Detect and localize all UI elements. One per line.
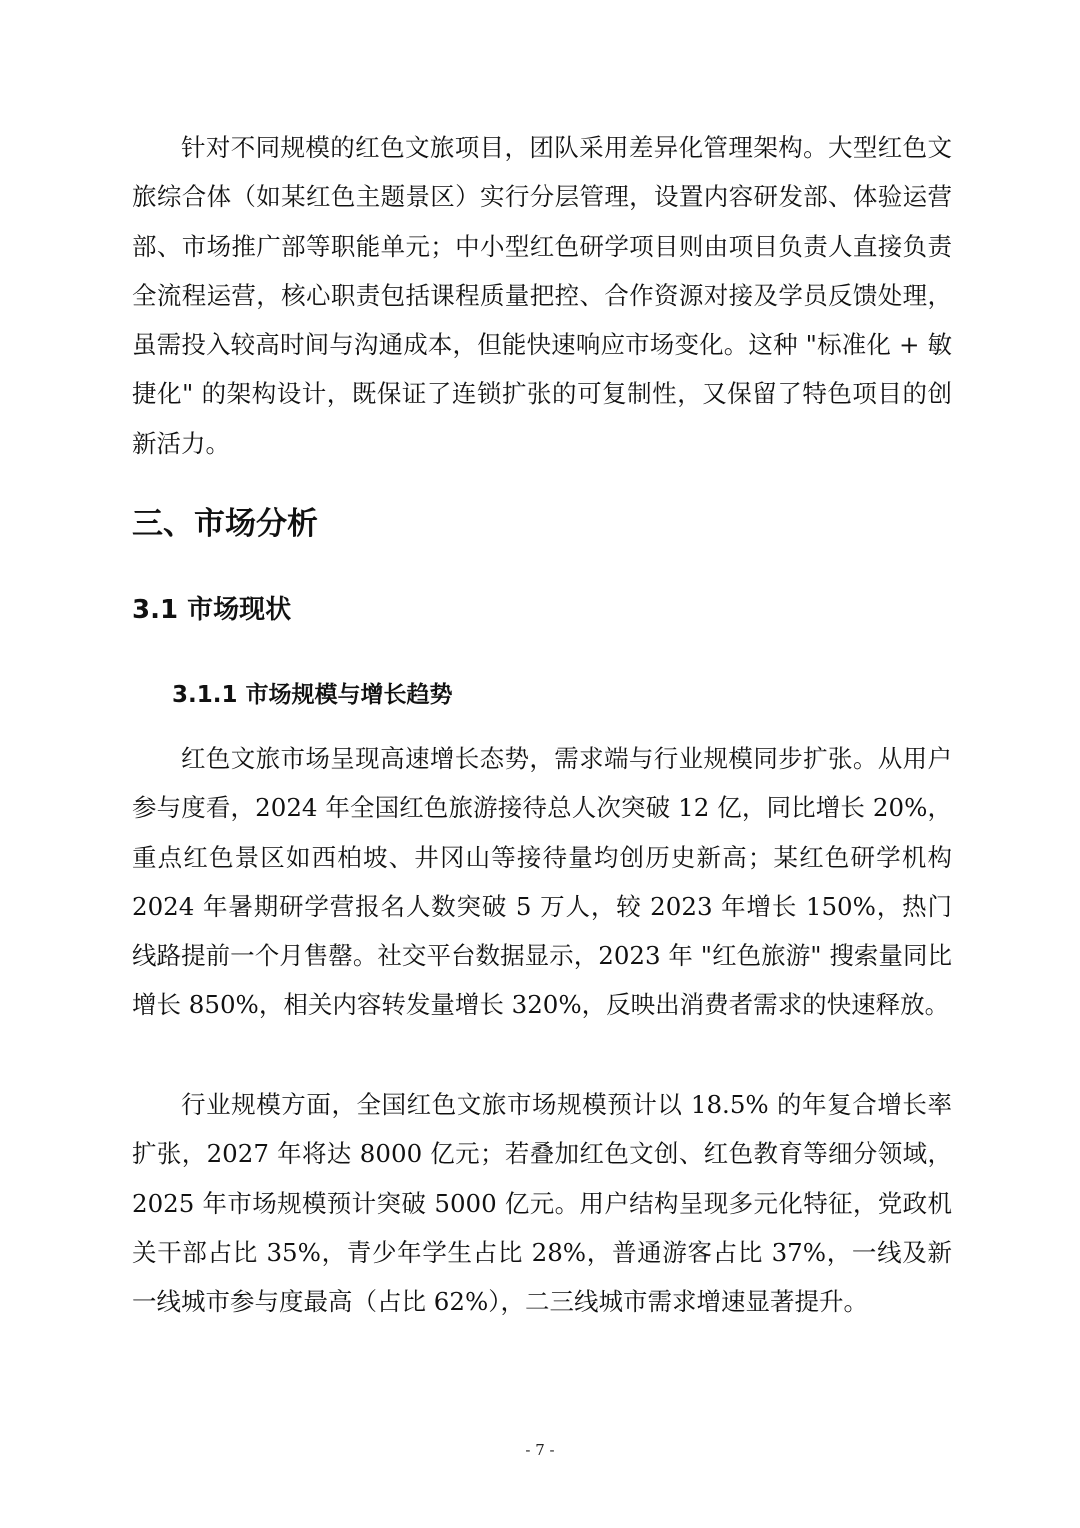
page-number: - 7 - <box>525 1441 555 1459</box>
section-heading: 三、市场分析 <box>132 506 318 542</box>
body-paragraph-market-growth: 红色文旅市场呈现高速增长态势，需求端与行业规模同步扩张。从用户参与度看，2024 年全国红色旅游接待总人次突破 12 亿，同比增长 20%，重点红色景区如西柏坡、井冈山等接待量均创历史新高；某红色研学机构 2024 年暑期研学营报名人数突破 5 万人，较 2023 年增长 150%，热门线路提前一个月售罄。社交平台数据显示，2023 年 "红色旅游" 搜索量同比增长 850%，相关内容转发量增长 320%，反映出消费者需求的快速释放。 <box>132 744 952 1020</box>
body-paragraph-management-structure: 针对不同规模的红色文旅项目，团队采用差异化管理架构。大型红色文旅综合体（如某红色主题景区）实行分层管理，设置内容研发部、体验运营部、市场推广部等职能单元；中小型红色研学项目则由项目负责人直接负责全流程运营，核心职责包括课程质量把控、合作资源对接及学员反馈处理，虽需投入较高时间与沟通成本，但能快速响应市场变化。这种 "标准化 + 敏捷化" 的架构设计，既保证了连锁扩张的可复制性，又保留了特色项目的创新活力。 <box>132 133 952 458</box>
body-paragraph-industry-scale: 行业规模方面，全国红色文旅市场规模预计以 18.5% 的年复合增长率扩张，2027 年将达 8000 亿元；若叠加红色文创、红色教育等细分领域，2025 年市场规模预计突破 5000 亿元。用户结构呈现多元化特征，党政机关干部占比 35%，青少年学生占比 28%，普通游客占比 37%，一线及新一线城市参与度最高（占比 62%），二三线城市需求增速显著提升。 <box>132 1090 952 1317</box>
subsection-heading: 3.1 市场现状 <box>132 595 292 625</box>
subsubsection-heading: 3.1.1 市场规模与增长趋势 <box>172 682 453 708</box>
